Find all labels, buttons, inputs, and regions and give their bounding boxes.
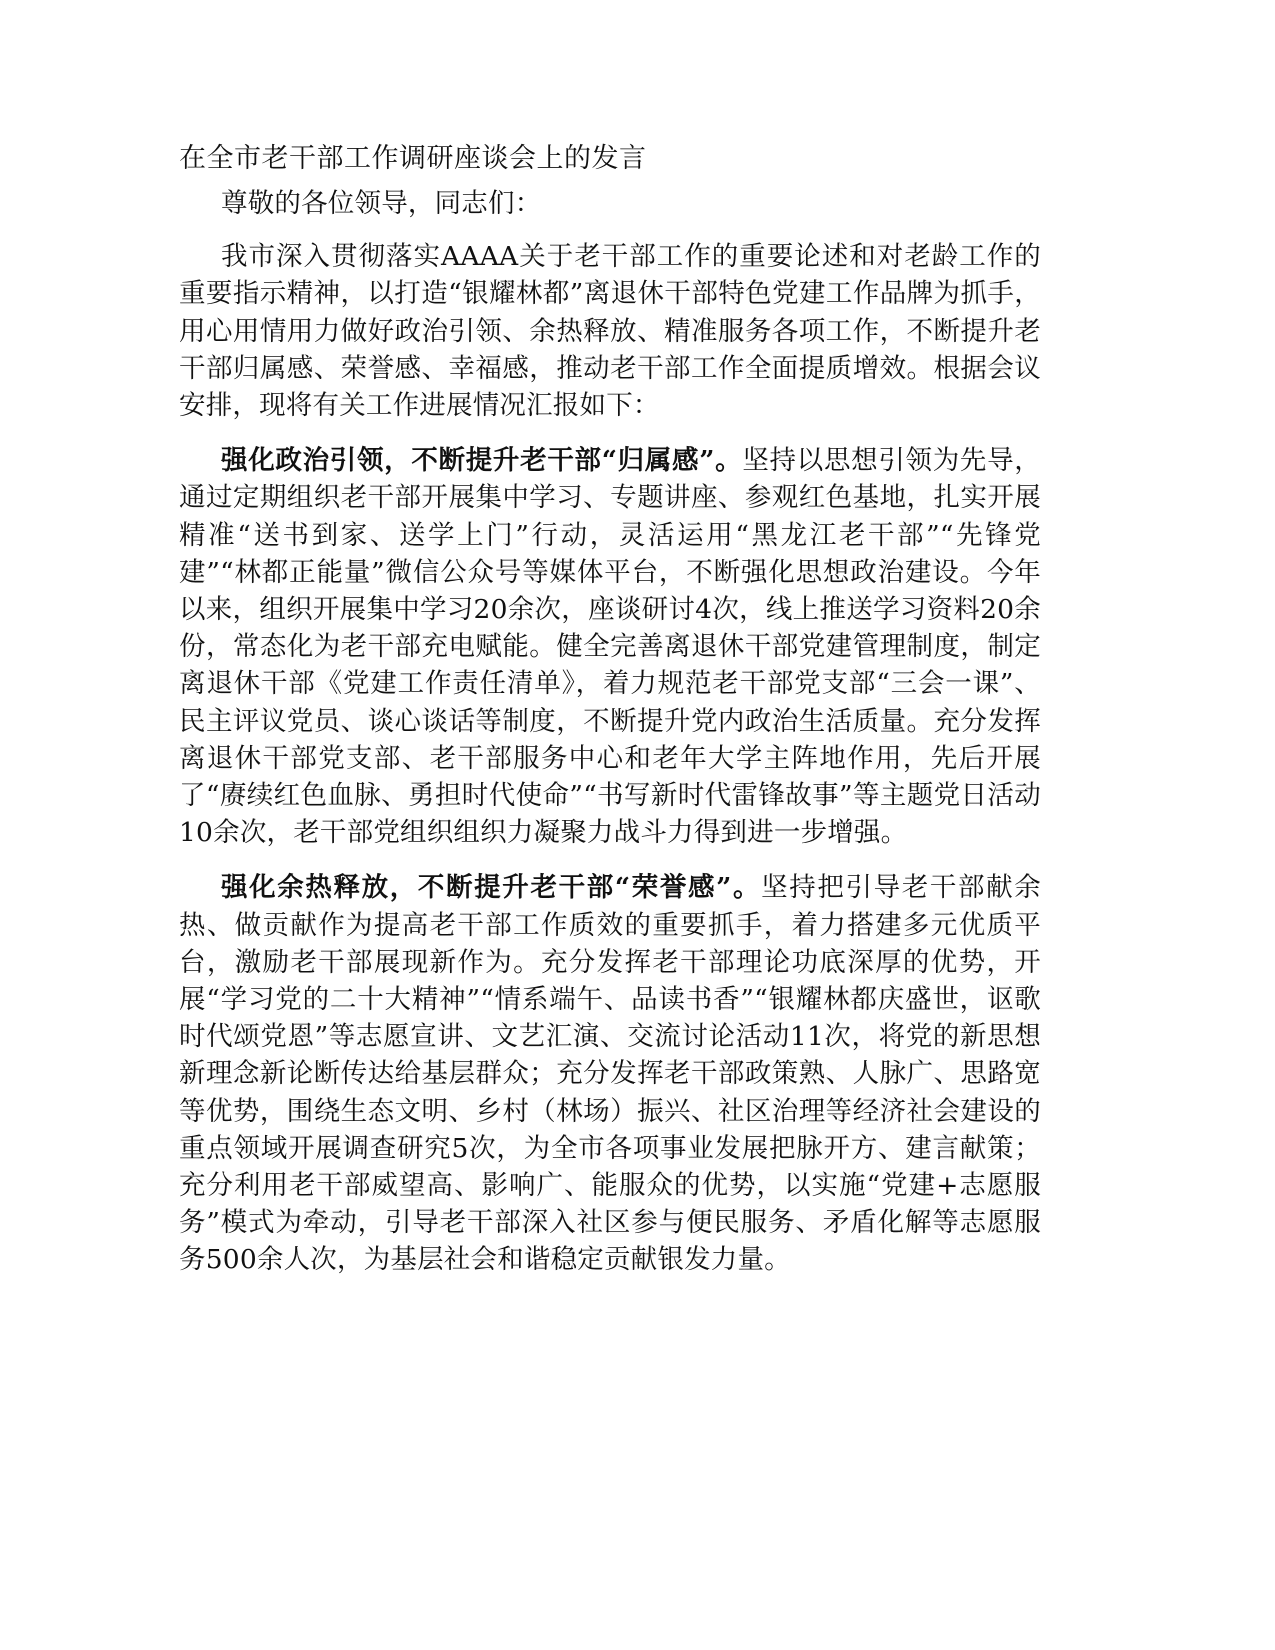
section-heading: 强化余热释放，不断提升老干部“荣誉感”。: [221, 872, 762, 904]
section-body: 坚持把引导老干部献余热、做贡献作为提高老干部工作质效的重要抓手，着力搭建多元优质平台，激励老干部展现新作为。充分发挥老干部理论功底深厚的优势，开展“学习党的二十大精神”“情系端午、品读书香”“银耀林都庆盛世，讴歌时代颂党恩”等志愿宣讲、文艺汇演、交流讨论活动11次，将党的新思想新理念新论断传达给基层群众；充分发挥老干部政策熟、人脉广、思路宽等优势，围绕生态文明、乡村（林场）振兴、社区治理等经济社会建设的重点领域开展调查研究5次，为全市各项事业发展把脉开方、建言献策；充分利用老干部威望高、影响广、能服众的优势，以实施“党建+志愿服务”模式为牵动，引导老干部深入社区参与便民服务、矛盾化解等志愿服务500余人次，为基层社会和谐稳定贡献银发力量。: [179, 872, 1041, 1276]
document-title: 在全市老干部工作调研座谈会上的发言: [179, 143, 647, 174]
section-body: 坚持以思想引领为先导，通过定期组织老干部开展集中学习、专题讲座、参观红色基地，扎实开展精准“送书到家、送学上门”行动，灵活运用“黑龙江老干部”“先锋党建”“林都正能量”微信公众号等媒体平台，不断强化思想政治建设。今年以来，组织开展集中学习20余次，座谈研讨4次，线上推送学习资料20余份，常态化为老干部充电赋能。健全完善离退休干部党建管理制度，制定离退休干部《党建工作责任清单》，着力规范老干部党支部“三会一课”、民主评议党员、谈心谈话等制度，不断提升党内政治生活质量。充分发挥离退休干部党支部、老干部服务中心和老年大学主阵地作用，先后开展了“赓续红色血脉、勇担时代使命”“书写新时代雷锋故事”等主题党日活动10余次，老干部党组织组织力凝聚力战斗力得到进一步增强。: [179, 445, 1041, 849]
intro-paragraph: 我市深入贯彻落实AAAA关于老干部工作的重要论述和对老龄工作的重要指示精神，以打造“银耀林都”离退休干部特色党建工作品牌为抓手，用心用情用力做好政治引领、余热释放、精准服务各项工作，不断提升老干部归属感、荣誉感、幸福感，推动老干部工作全面提质增效。根据会议安排，现将有关工作进展情况汇报如下：: [179, 241, 1041, 422]
section-heading: 强化政治引领，不断提升老干部“归属感”。: [221, 445, 743, 477]
greeting: 尊敬的各位领导，同志们：: [221, 188, 542, 219]
document-page: [179, 139, 1041, 1297]
section-waste-heat-release: [179, 869, 1041, 1278]
section-political-guidance: [179, 442, 1041, 851]
